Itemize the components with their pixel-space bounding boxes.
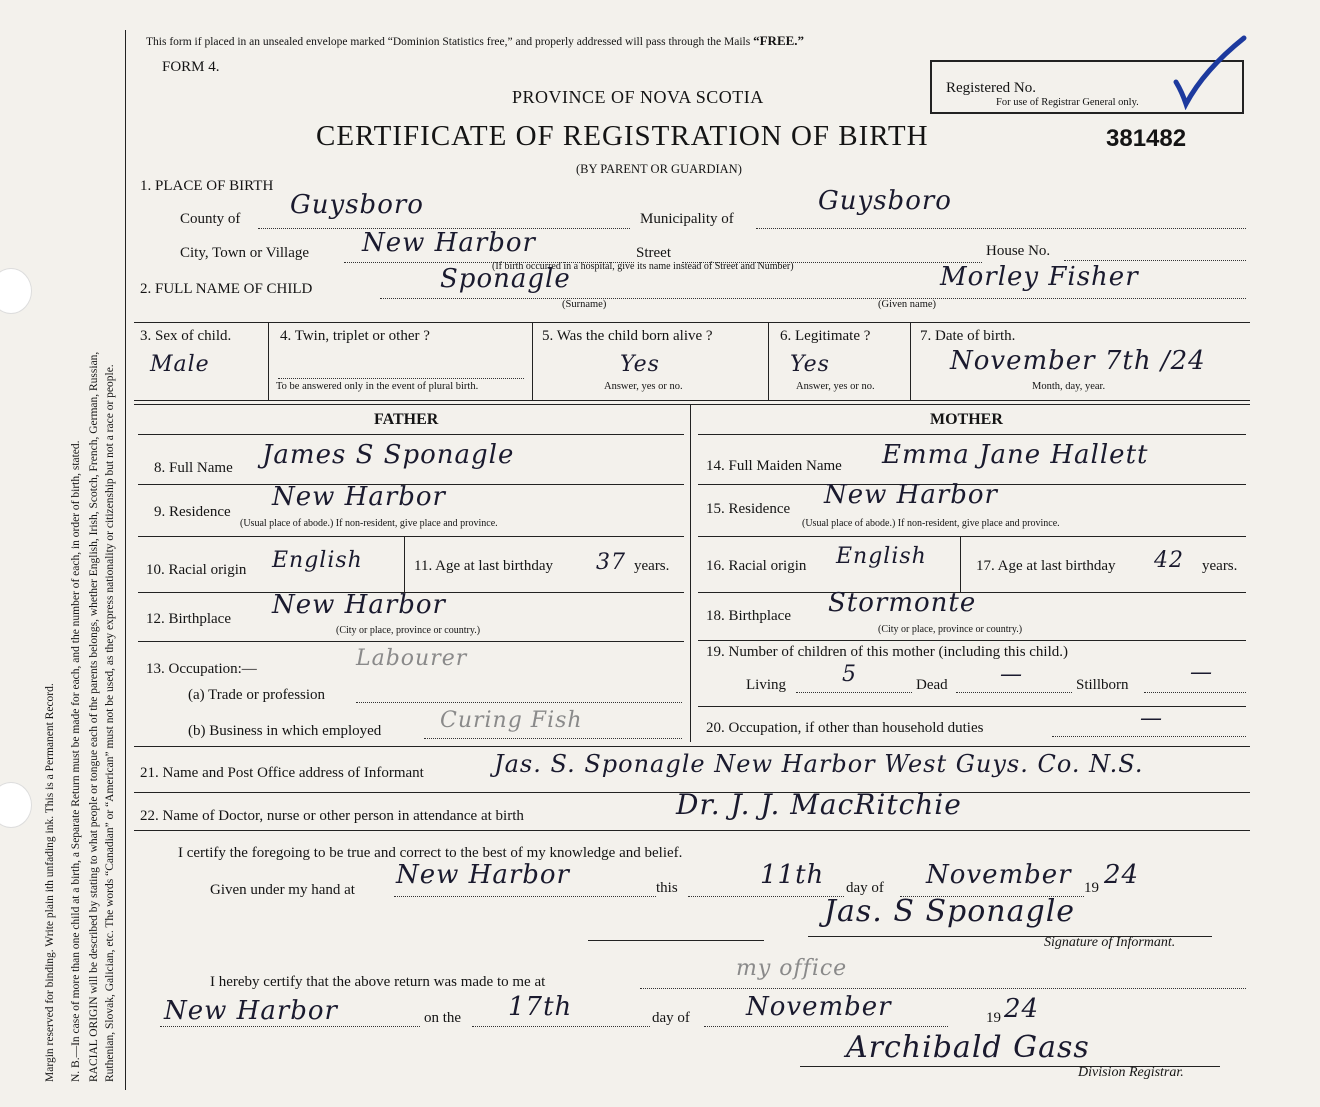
mother-children-rule <box>698 706 1246 707</box>
father-age-divider <box>404 536 405 592</box>
child-name-line <box>380 298 1246 299</box>
left-signature-rule <box>588 940 764 941</box>
registered-label: Registered No. <box>946 80 1036 96</box>
doctor-rule <box>134 830 1250 831</box>
father-racial-label: 10. Racial origin <box>146 562 247 578</box>
trade-label: (a) Trade or profession <box>188 687 326 703</box>
mother-birthplace-value: Stormonte <box>828 588 977 618</box>
informant-label: 21. Name and Post Office address of Informant <box>140 765 424 781</box>
father-birthplace-value: New Harbor <box>272 590 446 620</box>
registrar-day-of-label: day of <box>652 1010 690 1026</box>
mother-residence-label: 15. Residence <box>706 501 791 517</box>
father-age-value: 37 <box>596 550 626 575</box>
mother-occupation-line <box>1052 736 1246 737</box>
registrar-at-line <box>640 988 1246 989</box>
row3-div-2 <box>532 322 533 400</box>
living-value: 5 <box>842 662 857 687</box>
punch-hole-top <box>0 268 32 314</box>
margin-note-racial-origin-2: Ruthenian, Slovak, Galician, etc. The words “Canadian” or “American” must not be used, as they express nationality or citizenship but not a race or people. <box>104 364 116 1082</box>
row3-div-4 <box>910 322 911 400</box>
informant-value: Jas. S. Sponagle New Harbor West Guys. Co. N.S. <box>494 750 1144 778</box>
registrar-day-value: 17th <box>508 992 573 1022</box>
parents-top-rule <box>134 404 1250 405</box>
father-birthplace-rule <box>138 641 684 642</box>
mother-age-value: 42 <box>1154 548 1184 573</box>
dob-caption: Month, day, year. <box>1032 381 1106 392</box>
informant-signature: Jas. S Sponagle <box>824 894 1076 929</box>
county-label: County of <box>180 211 241 227</box>
registrar-on-the-label: on the <box>424 1010 462 1026</box>
registrar-place-value: New Harbor <box>164 996 338 1026</box>
given-name-caption: (Given name) <box>878 299 937 310</box>
given-day-value: 11th <box>760 860 825 890</box>
row3-bottom-rule <box>134 400 1250 401</box>
mother-racial-label: 16. Racial origin <box>706 558 807 574</box>
mother-name-value: Emma Jane Hallett <box>882 440 1149 470</box>
registrar-caption: Division Registrar. <box>1078 1065 1184 1080</box>
registered-note: For use of Registrar General only. <box>996 97 1139 108</box>
living-label: Living <box>746 677 786 693</box>
father-residence-label: 9. Residence <box>154 504 231 520</box>
municipality-line <box>756 228 1246 229</box>
legitimate-label: 6. Legitimate ? <box>780 328 871 344</box>
given-place-value: New Harbor <box>396 860 570 890</box>
row3-div-3 <box>768 322 769 400</box>
certificate-subtitle: (BY PARENT OR GUARDIAN) <box>576 162 742 176</box>
mother-birthplace-rule <box>698 640 1246 641</box>
alive-caption: Answer, yes or no. <box>604 381 683 392</box>
legitimate-caption: Answer, yes or no. <box>796 381 875 392</box>
parents-bottom-rule <box>134 746 1250 747</box>
stillborn-value: — <box>1190 660 1213 685</box>
sex-label: 3. Sex of child. <box>140 328 232 344</box>
stillborn-label: Stillborn <box>1076 677 1129 693</box>
father-age-years: years. <box>634 558 670 574</box>
twin-label: 4. Twin, triplet or other ? <box>280 328 430 344</box>
registrar-year-value: 24 <box>1004 994 1040 1024</box>
hospital-note: (If birth occurred in a hospital, give its name instead of Street and Number) <box>492 261 794 272</box>
father-heading: FATHER <box>374 411 439 428</box>
dead-value: — <box>1000 662 1023 687</box>
father-heading-rule <box>138 434 684 435</box>
form-number: FORM 4. <box>162 59 220 75</box>
mother-name-label: 14. Full Maiden Name <box>706 458 842 474</box>
children-count-label: 19. Number of children of this mother (including this child.) <box>706 644 1069 660</box>
registrar-year-prefix: 19 <box>986 1010 1001 1026</box>
father-occupation-value: Labourer <box>356 646 468 671</box>
father-occupation-label: 13. Occupation:— <box>146 661 257 677</box>
mother-heading: MOTHER <box>930 411 1003 428</box>
dead-line <box>956 692 1072 693</box>
given-place-line <box>394 896 656 897</box>
living-line <box>796 692 912 693</box>
dob-label: 7. Date of birth. <box>920 328 1016 344</box>
house-number-label: House No. <box>986 243 1051 259</box>
father-age-label: 11. Age at last birthday <box>414 558 553 574</box>
mother-age-label: 17. Age at last birthday <box>976 558 1116 574</box>
city-label: City, Town or Village <box>180 245 310 261</box>
doctor-label: 22. Name of Doctor, nurse or other person in attendance at birth <box>140 808 524 824</box>
informant-signature-caption: Signature of Informant. <box>1044 935 1176 950</box>
certificate-title: CERTIFICATE OF REGISTRATION OF BIRTH <box>316 120 929 152</box>
mother-residence-rule <box>698 536 1246 537</box>
mother-age-years: years. <box>1202 558 1238 574</box>
margin-note-multiple-births: N. B.—In case of more than one child at a birth, a Separate Return must be made for each, and the number of each, in order of birth, stated. <box>70 440 82 1082</box>
margin-note-racial-origin-1: RACIAL ORIGIN will be described by stating to what people or tongue each of the parents belongs, whether English, Irish, Scotch, French, German, Russian, <box>88 351 100 1082</box>
house-line <box>1064 260 1246 261</box>
father-birthplace-label: 12. Birthplace <box>146 611 231 627</box>
father-name-label: 8. Full Name <box>154 460 233 476</box>
checkmark-icon <box>1170 30 1250 110</box>
doctor-value: Dr. J. J. MacRitchie <box>676 788 962 821</box>
county-value: Guysboro <box>290 190 424 220</box>
child-surname: Sponagle <box>440 264 571 294</box>
twin-note: To be answered only in the event of plural birth. <box>276 381 479 392</box>
given-day-of-label: day of <box>846 880 884 896</box>
registrar-month-line <box>704 1026 948 1027</box>
mother-racial-value: English <box>836 544 927 569</box>
mother-residence-caption: (Usual place of abode.) If non-resident, give place and province. <box>802 518 1060 529</box>
municipality-label: Municipality of <box>640 211 734 227</box>
certify-statement: I certify the foregoing to be true and correct to the best of my knowledge and belief. <box>178 845 683 861</box>
stillborn-line <box>1144 692 1246 693</box>
registrar-day-line <box>472 1026 650 1027</box>
given-month-value: November <box>926 860 1072 890</box>
parents-center-divider <box>690 404 691 742</box>
registration-number: 381482 <box>1106 125 1187 152</box>
registrar-at-value: my office <box>736 956 848 981</box>
father-racial-value: English <box>272 548 363 573</box>
mother-heading-rule <box>698 434 1246 435</box>
registrar-place-line <box>160 1026 420 1027</box>
street-label: Street <box>636 245 671 261</box>
municipality-value: Guysboro <box>818 186 952 216</box>
registrar-signature: Archibald Gass <box>846 1030 1090 1065</box>
postal-note-text: This form if placed in an unsealed envelope marked “Dominion Statistics free,” and properly addressed will pass through the Mails <box>146 36 751 48</box>
form-left-border <box>125 30 126 1090</box>
mother-birthplace-label: 18. Birthplace <box>706 608 791 624</box>
registrar-statement: I hereby certify that the above return was made to me at <box>210 974 546 990</box>
twin-line <box>278 378 524 379</box>
business-label: (b) Business in which employed <box>188 723 382 739</box>
row3-div-1 <box>268 322 269 400</box>
row3-top-rule <box>134 322 1250 323</box>
trade-line <box>356 702 682 703</box>
place-of-birth-label: 1. PLACE OF BIRTH <box>140 178 274 194</box>
dob-value: November 7th /24 <box>950 346 1206 376</box>
child-given-name: Morley Fisher <box>940 262 1139 292</box>
registrar-month-value: November <box>746 992 892 1022</box>
father-residence-caption: (Usual place of abode.) If non-resident, give place and province. <box>240 518 498 529</box>
surname-caption: (Surname) <box>562 299 607 310</box>
alive-value: Yes <box>620 352 660 377</box>
postal-note <box>146 33 804 49</box>
given-year-prefix: 19 <box>1084 880 1099 896</box>
legitimate-value: Yes <box>790 352 830 377</box>
city-value: New Harbor <box>362 228 536 258</box>
mother-residence-value: New Harbor <box>824 480 998 510</box>
father-residence-value: New Harbor <box>272 482 446 512</box>
mother-occupation-label: 20. Occupation, if other than household duties <box>706 720 984 736</box>
given-under-label: Given under my hand at <box>210 882 355 898</box>
given-this-label: this <box>656 880 678 896</box>
mother-age-divider <box>960 536 961 592</box>
given-year-value: 24 <box>1104 860 1140 890</box>
child-name-label: 2. FULL NAME OF CHILD <box>140 281 313 297</box>
father-residence-rule <box>138 536 684 537</box>
father-birthplace-caption: (City or place, province or country.) <box>336 625 481 636</box>
sex-value: Male <box>150 352 210 377</box>
mother-occupation-value: — <box>1140 706 1163 731</box>
province-heading: PROVINCE OF NOVA SCOTIA <box>512 87 764 107</box>
mother-birthplace-caption: (City or place, province or country.) <box>878 624 1023 635</box>
postal-note-free: “FREE.” <box>753 33 805 48</box>
business-line <box>424 738 682 739</box>
punch-hole-bottom <box>0 782 32 828</box>
given-day-line <box>688 896 844 897</box>
margin-note-binding: Margin reserved for binding. Write plain ith unfading ink. This is a Permanent Record. <box>44 683 56 1082</box>
father-name-value: James S Sponagle <box>262 440 515 470</box>
alive-label: 5. Was the child born alive ? <box>542 328 713 344</box>
dead-label: Dead <box>916 677 948 693</box>
business-value: Curing Fish <box>440 708 583 733</box>
